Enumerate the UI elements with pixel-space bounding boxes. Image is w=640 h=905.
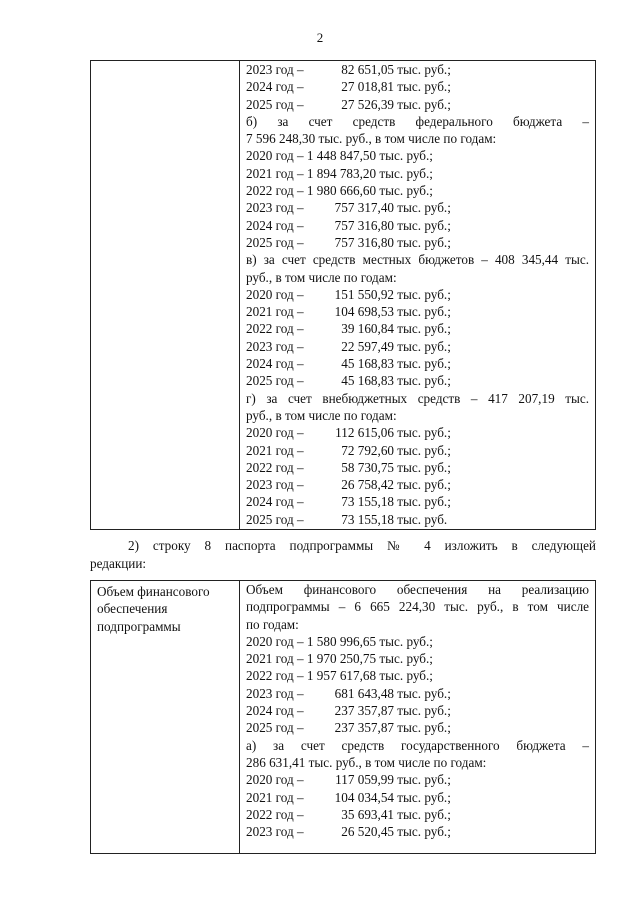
year-label: 2024 год –	[246, 79, 304, 95]
financing-year-row	[246, 702, 589, 719]
amount-value: 112 615,06	[335, 425, 394, 441]
financing-table-new	[90, 580, 596, 854]
financing-year-row	[246, 442, 589, 459]
financing-year-row	[246, 320, 589, 337]
amount-unit: тыс. руб.;	[397, 356, 451, 372]
financing-text-line: 286 631,41 тыс. руб., в том числе по годам:	[246, 754, 487, 770]
table-label-cell	[91, 61, 240, 530]
financing-year-row	[246, 476, 589, 493]
financing-text-line: 2022 год – 1 957 617,68 тыс. руб.;	[246, 668, 433, 684]
amount-value: 237 357,87	[334, 703, 394, 719]
table-label	[91, 61, 239, 63]
financing-text-line: в) за счет средств местных бюджетов – 408 345,44 тыс.	[246, 252, 589, 268]
year-label: 2024 год –	[246, 494, 304, 510]
amount-value: 757 316,80	[334, 217, 394, 233]
amount-unit: тыс. руб.;	[397, 789, 451, 805]
year-label: 2024 год –	[246, 356, 304, 372]
financing-text-line: а) за счет средств государственного бюджета –	[246, 737, 589, 753]
amount-unit: тыс. руб.;	[397, 494, 451, 510]
financing-year-row	[246, 78, 589, 95]
amount-value: 117 059,99	[335, 772, 394, 788]
financing-year-row	[246, 511, 589, 528]
financing-text-line: 2020 год – 1 580 996,65 тыс. руб.;	[246, 633, 433, 649]
table-label-cell	[91, 581, 240, 854]
amount-value: 26 520,45	[341, 824, 394, 840]
year-label: 2023 год –	[246, 824, 304, 840]
year-label: 2021 год –	[246, 442, 304, 458]
table-row	[91, 61, 596, 530]
year-label: 2024 год –	[246, 217, 304, 233]
amount-unit: тыс. руб.;	[397, 442, 451, 458]
amount-unit: тыс. руб.;	[397, 304, 451, 320]
amount-unit: тыс. руб.;	[397, 772, 451, 788]
financing-table-continued	[90, 60, 596, 530]
amount-unit: тыс. руб.;	[397, 234, 451, 250]
amount-value: 35 693,41	[341, 806, 394, 822]
amount-value: 27 018,81	[341, 79, 394, 95]
amount-unit: тыс. руб.;	[397, 96, 451, 112]
financing-year-row	[246, 771, 589, 788]
financing-year-row	[246, 234, 589, 251]
year-label: 2023 год –	[246, 338, 304, 354]
financing-text-line: б) за счет средств федерального бюджета –	[246, 113, 589, 129]
amount-value: 757 316,80	[334, 234, 394, 250]
table-label-line: подпрограммы	[97, 618, 181, 634]
amount-unit: тыс. руб.;	[397, 373, 451, 389]
year-label: 2025 год –	[246, 511, 304, 527]
table-label	[91, 581, 239, 635]
year-label: 2020 год –	[246, 772, 304, 788]
year-label: 2025 год –	[246, 234, 304, 250]
financing-text-line: 7 596 248,30 тыс. руб., в том числе по годам:	[246, 131, 497, 147]
financing-year-row	[246, 459, 589, 476]
amendment-paragraph-line: 2) строку 8 паспорта подпрограммы № 4 изложить в следующей	[128, 538, 596, 553]
financing-year-row	[246, 493, 589, 510]
amount-value: 151 550,92	[334, 286, 394, 302]
financing-year-row	[246, 355, 589, 372]
amount-value: 757 317,40	[334, 200, 394, 216]
financing-text-line: подпрограммы – 6 665 224,30 тыс. руб., в том числе	[246, 599, 589, 615]
financing-text-line: 2020 год – 1 448 847,50 тыс. руб.;	[246, 148, 433, 164]
financing-text-line: по годам:	[246, 616, 299, 632]
year-label: 2022 год –	[246, 459, 304, 475]
amount-unit: тыс. руб.;	[397, 338, 451, 354]
financing-year-row	[246, 789, 589, 806]
amount-unit: тыс. руб.;	[397, 806, 451, 822]
amount-value: 82 651,05	[341, 62, 394, 77]
year-label: 2022 год –	[246, 806, 304, 822]
financing-year-row	[246, 338, 589, 355]
amount-value: 26 758,42	[341, 477, 394, 493]
year-label: 2020 год –	[246, 425, 304, 441]
financing-year-row	[246, 372, 589, 389]
amount-unit: тыс. руб.;	[397, 824, 451, 840]
financing-year-row	[246, 96, 589, 113]
amount-unit: тыс. руб.;	[397, 477, 451, 493]
amount-value: 45 168,83	[341, 356, 394, 372]
financing-year-row	[246, 424, 589, 441]
year-label: 2021 год –	[246, 304, 304, 320]
financing-lines	[246, 61, 589, 528]
financing-text-line: Объем финансового обеспечения на реализацию	[246, 582, 589, 597]
financing-year-row	[246, 217, 589, 234]
amount-unit: тыс. руб.;	[397, 217, 451, 233]
financing-year-row	[246, 823, 589, 840]
table-label-line: обеспечения	[97, 601, 168, 617]
amount-unit: тыс. руб.;	[397, 685, 451, 701]
amount-value: 104 034,54	[334, 789, 394, 805]
amount-unit: тыс. руб.;	[397, 62, 451, 77]
amount-value: 681 643,48	[334, 685, 394, 701]
amount-value: 27 526,39	[341, 96, 394, 112]
amount-value: 73 155,18	[341, 511, 394, 527]
amount-unit: тыс. руб.;	[397, 720, 451, 736]
table-content-cell	[240, 581, 596, 854]
amount-value: 73 155,18	[341, 494, 394, 510]
year-label: 2023 год –	[246, 477, 304, 493]
financing-year-row	[246, 806, 589, 823]
amount-value: 237 357,87	[334, 720, 394, 736]
table-label-line: Объем финансового	[97, 584, 210, 599]
financing-text-line: 2021 год – 1 894 783,20 тыс. руб.;	[246, 165, 433, 181]
year-label: 2022 год –	[246, 321, 304, 337]
year-label: 2025 год –	[246, 720, 304, 736]
amount-unit: тыс. руб.;	[397, 321, 451, 337]
financing-text-line: руб., в том числе по годам:	[246, 407, 397, 423]
amount-value: 22 597,49	[341, 338, 394, 354]
financing-text-line: г) за счет внебюджетных средств – 417 207,19 тыс.	[246, 390, 589, 406]
amount-unit: тыс. руб.;	[397, 286, 451, 302]
financing-text-line: руб., в том числе по годам:	[246, 269, 397, 285]
year-label: 2023 год –	[246, 685, 304, 701]
amount-unit: тыс. руб.;	[397, 459, 451, 475]
year-label: 2021 год –	[246, 789, 304, 805]
financing-year-row	[246, 685, 589, 702]
amendment-paragraph	[90, 537, 596, 572]
year-label: 2023 год –	[246, 62, 304, 77]
financing-year-row	[246, 199, 589, 216]
amount-value: 104 698,53	[334, 304, 394, 320]
financing-year-row	[246, 61, 589, 78]
financing-year-row	[246, 719, 589, 736]
amount-unit: тыс. руб.	[397, 511, 448, 527]
amendment-paragraph-line: редакции:	[90, 555, 147, 571]
amount-value: 58 730,75	[341, 459, 394, 475]
table-content-cell	[240, 61, 596, 530]
amount-unit: тыс. руб.;	[397, 200, 451, 216]
amount-unit: тыс. руб.;	[397, 425, 451, 441]
amount-unit: тыс. руб.;	[397, 79, 451, 95]
amount-unit: тыс. руб.;	[397, 703, 451, 719]
financing-text-line: 2022 год – 1 980 666,60 тыс. руб.;	[246, 183, 433, 199]
year-label: 2025 год –	[246, 373, 304, 389]
financing-year-row	[246, 286, 589, 303]
financing-year-row	[246, 303, 589, 320]
year-label: 2020 год –	[246, 286, 304, 302]
year-label: 2025 год –	[246, 96, 304, 112]
page-number: 2	[316, 30, 324, 45]
year-label: 2023 год –	[246, 200, 304, 216]
year-label: 2024 год –	[246, 703, 304, 719]
amount-value: 45 168,83	[341, 373, 394, 389]
amount-value: 72 792,60	[341, 442, 394, 458]
amount-value: 39 160,84	[341, 321, 394, 337]
financing-lines	[246, 581, 589, 840]
table-row	[91, 581, 596, 854]
financing-text-line: 2021 год – 1 970 250,75 тыс. руб.;	[246, 651, 433, 667]
